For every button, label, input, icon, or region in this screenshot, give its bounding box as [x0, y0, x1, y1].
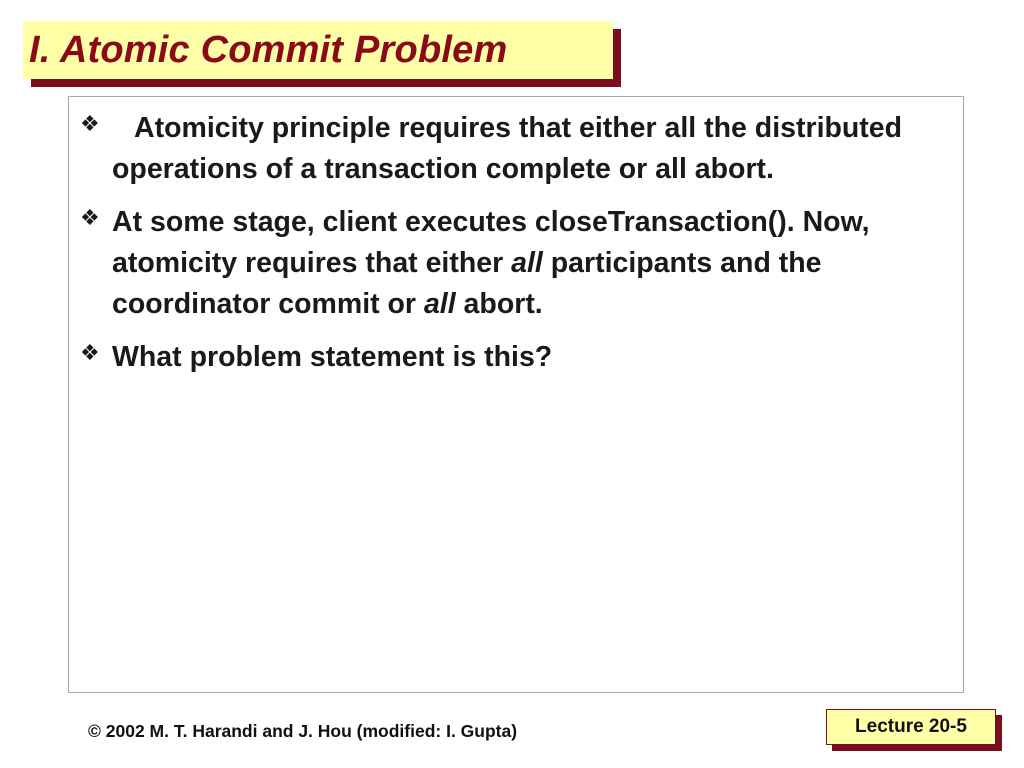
- bullet-item: [78, 337, 958, 378]
- bullet-list: [78, 108, 958, 390]
- lecture-label: Lecture 20-5: [855, 716, 967, 737]
- diamond-bullet-icon: ❖: [80, 206, 100, 231]
- slide-title: I. Atomic Commit Problem: [29, 28, 508, 71]
- bullet-text: Atomicity principle requires that either all the distributed operations of a transaction complete or all abort.: [112, 112, 903, 185]
- bullet-emphasis: all: [511, 247, 543, 279]
- bullet-item: [78, 202, 958, 325]
- bullet-text: abort.: [455, 288, 543, 320]
- bullet-emphasis: all: [423, 288, 456, 320]
- title-box: [23, 21, 613, 79]
- bullet-item: [78, 108, 958, 190]
- diamond-bullet-icon: ❖: [80, 341, 100, 366]
- diamond-bullet-icon: ❖: [80, 112, 100, 137]
- lecture-label-box: [826, 709, 996, 745]
- bullet-text: What problem statement is this?: [112, 341, 553, 373]
- bullet-text: participants and the coordinator commit or: [112, 247, 822, 320]
- bullet-text: At some stage, client executes closeTransaction(). Now, atomicity requires that either: [112, 206, 870, 279]
- copyright-footer: © 2002 M. T. Harandi and J. Hou (modified: I. Gupta): [88, 721, 518, 741]
